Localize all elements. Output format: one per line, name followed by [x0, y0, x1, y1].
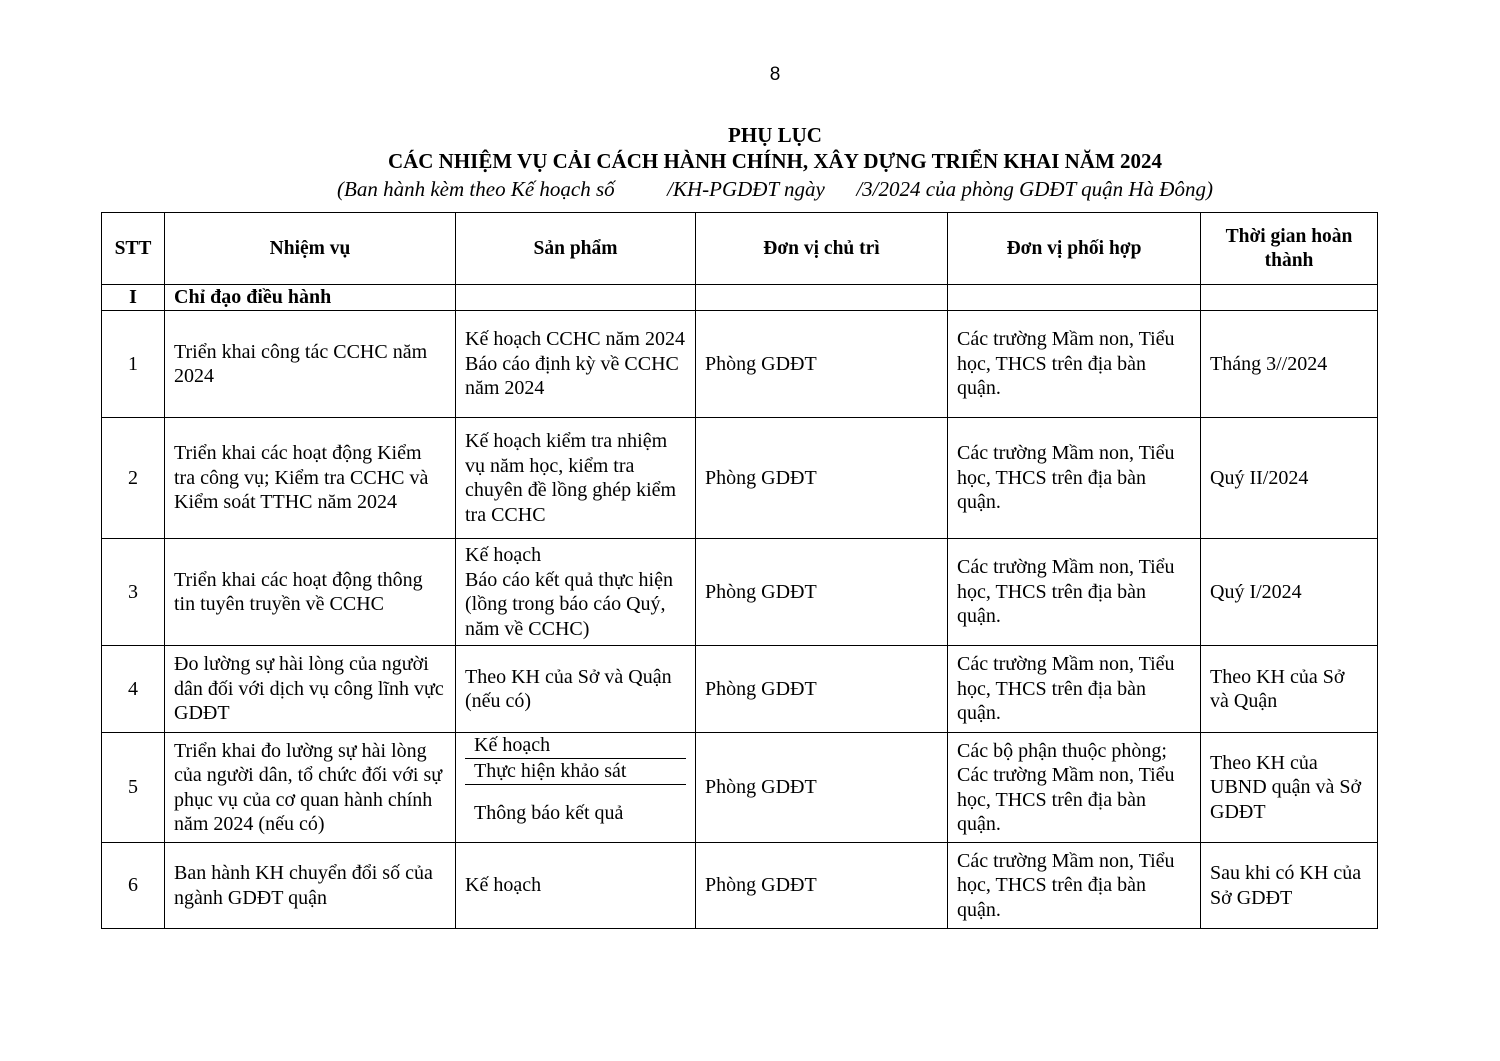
appendix-reference: (Ban hành kèm theo Kế hoạch số /KH-PGDĐT ngày /3/2024 của phòng GDĐT quận Hà Đông): [337, 177, 1213, 201]
row-lead-unit: Phòng GDĐT: [696, 733, 948, 843]
product-item: Thực hiện khảo sát: [465, 759, 686, 785]
header-lead-unit: Đơn vị chủ trì: [696, 213, 948, 285]
table-row: [102, 843, 1378, 929]
section-row: [102, 285, 1378, 311]
row-product: [456, 418, 696, 539]
product-item: Kế hoạch kiểm tra nhiệm vụ năm học, kiểm tra chuyên đề lồng ghép kiểm tra CCHC: [465, 430, 677, 526]
table-row: [102, 646, 1378, 733]
row-lead-unit: Phòng GDĐT: [696, 311, 948, 418]
row-coop-unit: Các trường Mầm non, Tiểu học, THCS trên địa bàn quận.: [948, 843, 1201, 929]
row-task: Đo lường sự hài lòng của người dân đối với dịch vụ công lĩnh vực GDĐT: [165, 646, 456, 733]
header-coop-unit: Đơn vị phối hợp: [948, 213, 1201, 285]
row-deadline: Theo KH của Sở và Quận: [1201, 646, 1378, 733]
product-item: Báo cáo kết quả thực hiện (lồng trong báo cáo Quý, năm về CCHC): [465, 568, 673, 640]
product-item: Kế hoạch: [465, 733, 686, 759]
row-deadline: Sau khi có KH của Sở GDĐT: [1201, 843, 1378, 929]
row-lead-unit: Phòng GDĐT: [696, 646, 948, 733]
row-product: [456, 539, 696, 646]
row-coop-unit: Các trường Mầm non, Tiểu học, THCS trên địa bàn quận.: [948, 539, 1201, 646]
row-coop-unit: Các trường Mầm non, Tiểu học, THCS trên địa bàn quận.: [948, 418, 1201, 539]
table-header-row: [102, 213, 1378, 285]
row-deadline: Tháng 3//2024: [1201, 311, 1378, 418]
row-deadline: Theo KH của UBND quận và Sở GDĐT: [1201, 733, 1378, 843]
row-task: Triển khai đo lường sự hài lòng của người dân, tổ chức đối với sự phục vụ của cơ quan hành chính năm 2024 (nếu có): [165, 733, 456, 843]
row-coop-unit: Các trường Mầm non, Tiểu học, THCS trên địa bàn quận.: [948, 311, 1201, 418]
row-stt: 2: [102, 418, 165, 539]
product-item: Thông báo kết quả: [474, 802, 624, 824]
section-title: Chỉ đạo điều hành: [165, 285, 456, 311]
row-deadline: Quý I/2024: [1201, 539, 1378, 646]
row-stt: 1: [102, 311, 165, 418]
appendix-subtitle: CÁC NHIỆM VỤ CẢI CÁCH HÀNH CHÍNH, XÂY DỰNG TRIỂN KHAI NĂM 2024: [387, 149, 1163, 173]
tasks-table: [101, 212, 1378, 929]
table-row: [102, 418, 1378, 539]
product-item: Kế hoạch: [465, 544, 542, 566]
row-deadline: Quý II/2024: [1201, 418, 1378, 539]
product-item: Báo cáo định kỳ về CCHC năm 2024: [465, 352, 679, 400]
document-heading: [0, 122, 1500, 203]
row-lead-unit: Phòng GDĐT: [696, 418, 948, 539]
appendix-title: PHỤ LỤC: [728, 123, 822, 147]
row-task: Ban hành KH chuyển đổi số của ngành GDĐT quận: [165, 843, 456, 929]
table-row: [102, 311, 1378, 418]
row-lead-unit: Phòng GDĐT: [696, 843, 948, 929]
header-product: Sản phẩm: [456, 213, 696, 285]
row-stt: 3: [102, 539, 165, 646]
row-lead-unit: Phòng GDĐT: [696, 539, 948, 646]
table-row: [102, 733, 1378, 843]
row-product: [456, 311, 696, 418]
row-product: [456, 843, 696, 929]
product-item: Kế hoạch CCHC năm 2024: [465, 328, 685, 351]
product-item: Theo KH của Sở và Quận (nếu có): [465, 665, 672, 712]
row-stt: 6: [102, 843, 165, 929]
row-task: Triển khai công tác CCHC năm 2024: [165, 311, 456, 418]
header-task: Nhiệm vụ: [165, 213, 456, 285]
row-stt: 4: [102, 646, 165, 733]
page-number: 8: [769, 64, 781, 85]
row-task: Triển khai các hoạt động thông tin tuyên truyền về CCHC: [165, 539, 456, 646]
row-coop-unit: Các bộ phận thuộc phòng; Các trường Mầm non, Tiểu học, THCS trên địa bàn quận.: [948, 733, 1201, 843]
section-number: I: [102, 285, 165, 311]
row-stt: 5: [102, 733, 165, 843]
row-product: [456, 646, 696, 733]
product-item: Kế hoạch: [465, 874, 542, 897]
header-stt: STT: [102, 213, 165, 285]
row-task: Triển khai các hoạt động Kiểm tra công vụ; Kiểm tra CCHC và Kiểm soát TTHC năm 2024: [165, 418, 456, 539]
row-product: [456, 733, 696, 843]
row-coop-unit: Các trường Mầm non, Tiểu học, THCS trên địa bàn quận.: [948, 646, 1201, 733]
table-row: [102, 539, 1378, 646]
header-deadline: Thời gian hoàn thành: [1201, 213, 1378, 285]
